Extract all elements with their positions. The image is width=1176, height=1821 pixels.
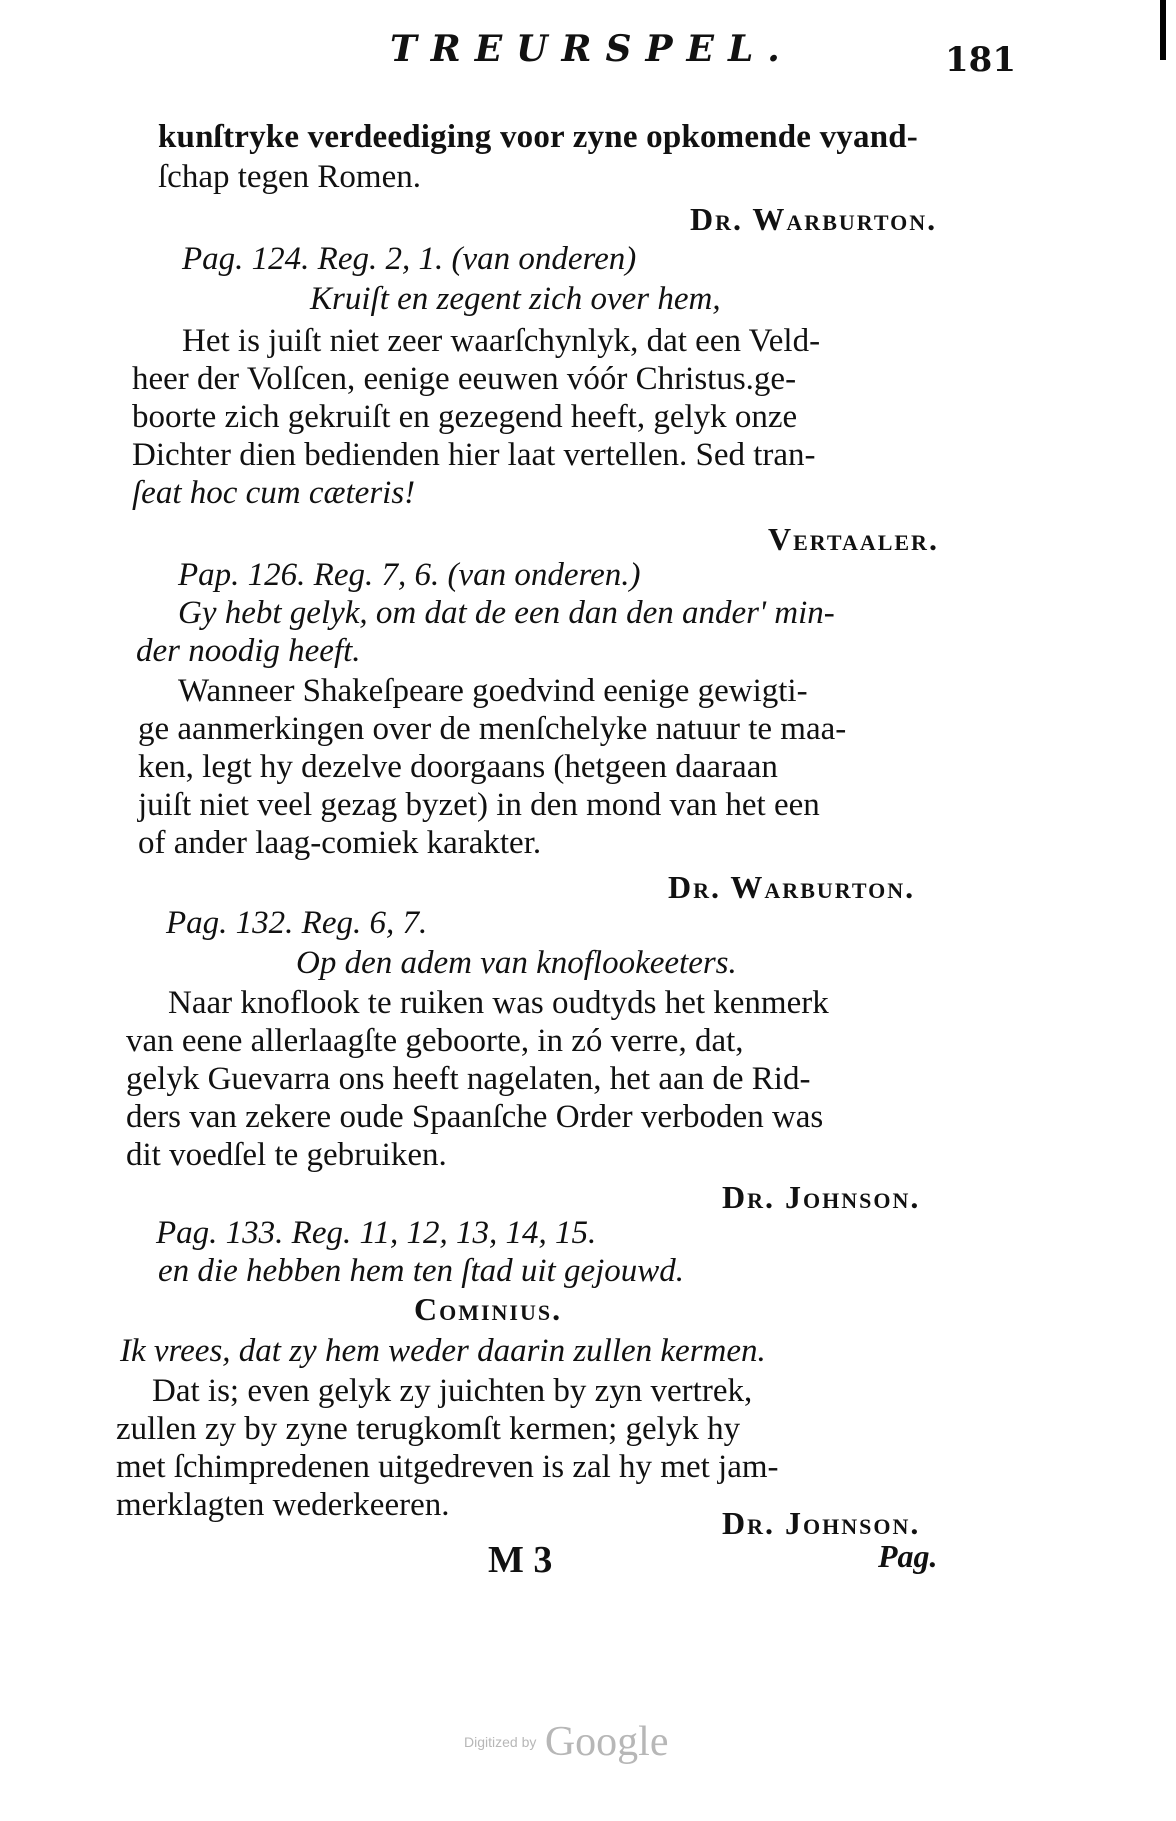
text-line: ge aanmerkingen over de menſchelyke natuur te maa- — [138, 711, 847, 747]
speaker-name: Cominius. — [414, 1291, 563, 1327]
text-line: ders van zekere oude Spaanſche Order verboden was — [126, 1099, 824, 1135]
text-line: Dat is; even gelyk zy juichten by zyn vertrek, — [152, 1373, 753, 1409]
text-line: ken, legt hy dezelve doorgaans (hetgeen daaraan — [138, 749, 778, 785]
citation-line: Pag. 132. Reg. 6, 7. — [166, 905, 428, 941]
catchword: Pag. — [878, 1538, 938, 1574]
text-line: of ander laag-comiek karakter. — [138, 825, 542, 861]
text-line: zullen zy by zyne terugkomſt kermen; gelyk hy — [116, 1411, 741, 1447]
digitized-watermark — [464, 1718, 668, 1766]
text-line: Dichter dien bedienden hier laat vertellen. Sed tran- — [132, 437, 816, 473]
watermark-prefix: Digitized by — [464, 1734, 537, 1750]
text-line: merklagten wederkeeren. — [116, 1487, 450, 1523]
quoted-phrase: Kruiſt en zegent zich over hem, — [310, 281, 721, 317]
citation-line: Pag. 124. Reg. 2, 1. (van onderen) — [182, 241, 637, 277]
text-line: Wanneer Shakeſpeare goedvind eenige gewigti- — [178, 673, 808, 709]
text-line: van eene allerlaagſte geboorte, in zó verre, dat, — [126, 1023, 744, 1059]
page-number: 181 — [945, 40, 1016, 80]
attribution: Dr. Warburton. — [690, 201, 938, 237]
text-line: ſeat hoc cum cæteris! — [132, 475, 416, 511]
google-logo: Google — [544, 1719, 669, 1765]
attribution: Dr. Warburton. — [668, 869, 916, 905]
quoted-phrase: Gy hebt gelyk, om dat de een dan den ander' min- — [178, 595, 835, 631]
quoted-phrase: Op den adem van knoflookeeters. — [296, 945, 737, 981]
text-line: ſchap tegen Romen. — [158, 159, 422, 195]
attribution: Vertaaler. — [768, 521, 939, 557]
page-edge-rule — [1160, 0, 1166, 60]
attribution: Dr. Johnson. — [722, 1505, 921, 1541]
citation-line: Pag. 133. Reg. 11, 12, 13, 14, 15. — [156, 1215, 597, 1251]
running-head: TREURSPEL. — [390, 28, 794, 70]
quoted-phrase: der noodig heeft. — [136, 633, 361, 669]
text-line: met ſchimpredenen uitgedreven is zal hy met jam- — [116, 1449, 779, 1485]
text-line: dit voedſel te gebruiken. — [126, 1137, 447, 1173]
text-line: kunſtryke verdeediging voor zyne opkomende vyand- — [158, 119, 918, 155]
quoted-phrase: en die hebben hem ten ſtad uit gejouwd. — [158, 1253, 685, 1289]
text-line: heer der Volſcen, eenige eeuwen vóór Christus.ge- — [132, 361, 797, 397]
quoted-phrase: Ik vrees, dat zy hem weder daarin zullen kermen. — [120, 1333, 766, 1369]
citation-line: Pap. 126. Reg. 7, 6. (van onderen.) — [178, 557, 641, 593]
signature-mark: M 3 — [488, 1539, 553, 1581]
text-line: gelyk Guevarra ons heeft nagelaten, het aan de Rid- — [126, 1061, 811, 1097]
text-line: boorte zich gekruiſt en gezegend heeft, gelyk onze — [132, 399, 798, 435]
text-line: Naar knoflook te ruiken was oudtyds het kenmerk — [168, 985, 829, 1021]
attribution: Dr. Johnson. — [722, 1179, 921, 1215]
text-line: juiſt niet veel gezag byzet) in den mond van het een — [138, 787, 820, 823]
text-line: Het is juiſt niet zeer waarſchynlyk, dat een Veld- — [182, 323, 821, 359]
